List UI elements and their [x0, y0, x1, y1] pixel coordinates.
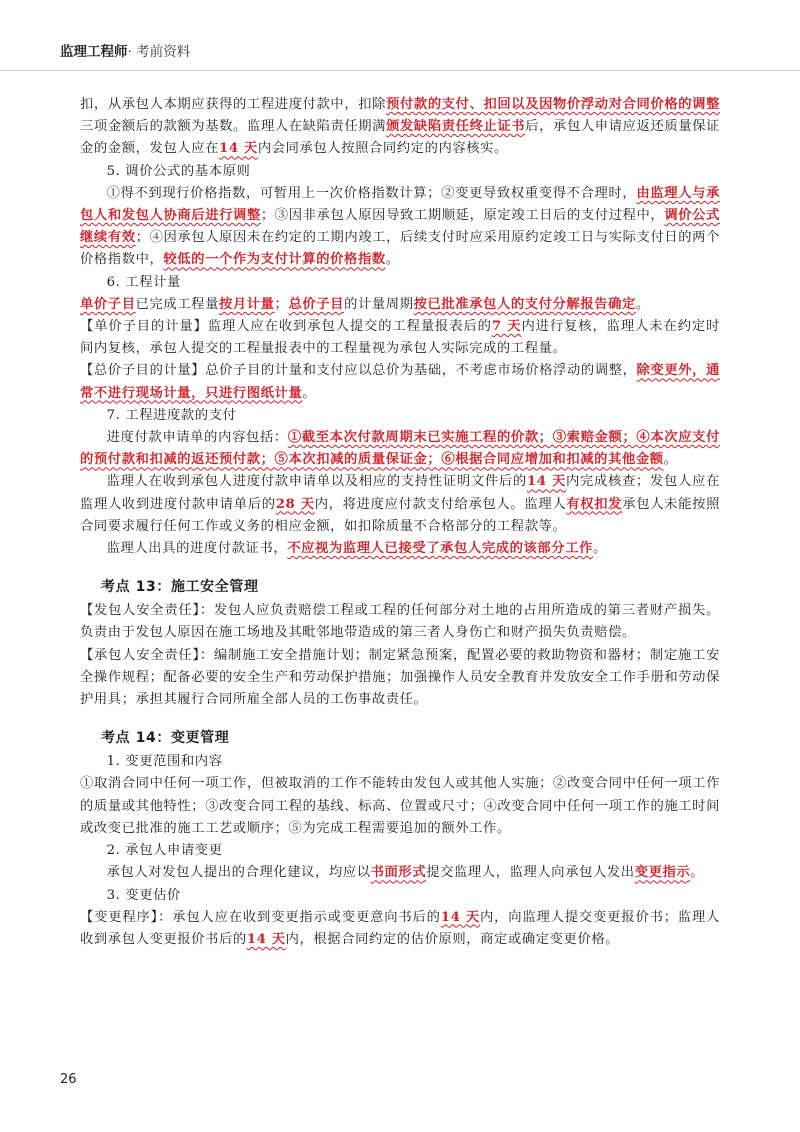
- highlight: 14 天: [440, 909, 481, 925]
- highlight: 14 天: [218, 141, 258, 157]
- highlight: 总价子目: [288, 296, 345, 312]
- header-title: 监理工程师: [60, 44, 128, 60]
- paragraph-unit-price-measurement: 【单价子目的计量】监理人应在收到承包人提交的工程量报表后的7 天内进行复核，监理人未在约定时间内复核，承包人提交的工程量报表中的工程量视为承包人实际完成的工程量。: [80, 319, 720, 357]
- paragraph-payment-application: 进度付款申请单的内容包括：①截至本次付款周期末已实施工程的价款；③索赔金额；④本次应支付的预付款和扣减的返还预付款；⑤本次扣减的质量保证金；⑥根据合同应增加和扣减的其他金额。: [80, 430, 720, 468]
- highlight: 7 天: [491, 319, 522, 335]
- highlight: 按月计量: [218, 296, 275, 312]
- section-heading-13: 考点 13：施工安全管理: [101, 579, 259, 596]
- subheading-change-scope: 1. 变更范围和内容: [106, 754, 223, 770]
- highlight: 由监理人与承包人和发包人协商后进行调整: [80, 185, 720, 224]
- highlight: 预付款的支付、扣回以及因物价浮动对合同价格的调整: [386, 97, 720, 112]
- highlight: 单价子目: [80, 296, 136, 312]
- running-header: [60, 40, 190, 60]
- section-heading-14: 考点 14：变更管理: [101, 730, 230, 747]
- highlight: 调价公式继续有效: [80, 208, 720, 246]
- subheading-measurement: 6. 工程计量: [106, 274, 181, 290]
- highlight: 较低的一个作为支付计算的价格指数: [163, 252, 386, 268]
- highlight: 14 天: [526, 474, 566, 490]
- header-subtitle: · 考前资料: [127, 44, 191, 60]
- highlight: 28 天: [275, 496, 315, 512]
- page-body: [80, 94, 720, 951]
- paragraph-quality-deposit: 扣，从承包人本期应获得的工程进度付款中，扣除预付款的支付、扣回以及因物价浮动对合同价格的调整三项金额后的款额为基数。监理人在缺陷责任期满颁发缺陷责任终止证书后，承包人申请应返还质量保证金的金额，发包人应在14 天内会同承包人按照合同约定的内容核实。: [80, 97, 721, 157]
- highlight: 除变更外，通常不进行现场计量，只进行图纸计量: [80, 363, 720, 401]
- paragraph-price-adjustment: ①得不到现行价格指数，可暂用上一次价格指数计算；②变更导致权重变得不合理时，由监理人与承包人和发包人协商后进行调整；③因非承包人原因导致工期顺延，原定竣工日后的支付过程中，调价公式继续有效；④因承包人原因未在约定的工期内竣工，后续支付时应采用原约定竣工日与实际支付日的两个价格指数中，较低的一个作为支付计算的价格指数。: [80, 185, 720, 268]
- subheading-progress-payment: 7. 工程进度款的支付: [106, 407, 237, 423]
- paragraph-contractor-safety: 【承包人安全责任】：编制施工安全措施计划；制定紧急预案，配置必要的救助物资和器材；制定施工安全操作规程；配备必要的安全生产和劳动保护措施；加强操作人员安全教育并发放安全工作手册和劳动保护用具；承担其履行合同所雇全部人员的工伤事故责任。: [80, 647, 720, 708]
- paragraph-payment-certificate: 监理人出具的进度付款证书，不应视为监理人已接受了承包人完成的该部分工作。: [106, 541, 607, 557]
- paragraph-contractor-change: 承包人对发包人提出的合理化建议，均应以书面形式提交监理人，监理人向承包人发出变更指示。: [106, 865, 705, 881]
- page-number: 26: [60, 1072, 77, 1087]
- subheading-price-adjustment: 5. 调价公式的基本原则: [106, 163, 251, 179]
- paragraph-measurement-period: 单价子目已完成工程量按月计量；总价子目的计量周期按已批准承包人的支付分解报告确定。: [80, 296, 650, 312]
- paragraph-employer-safety: 【发包人安全责任】：发包人应负责赔偿工程或工程的任何部分对土地的占用所造成的第三者财产损失。负责由于发包人原因在施工场地及其毗邻地带造成的第三者人身伤亡和财产损失负责赔偿。: [80, 603, 720, 641]
- subheading-contractor-change: 2. 承包人申请变更: [106, 843, 223, 859]
- highlight: 按已批准承包人的支付分解报告确定: [413, 296, 636, 312]
- highlight: 有权扣发: [566, 496, 623, 512]
- paragraph-change-scope: ①取消合同中任何一项工作，但被取消的工作不能转由发包人或其他人实施；②改变合同中任何一项工作的质量或其他特性；③改变合同工程的基线、标高、位置或尺寸；④改变合同中任何一项工作的施工时间或改变已批准的施工工艺或顺序；⑤为完成工程需要追加的额外工作。: [80, 776, 720, 836]
- header-divider: [0, 70, 800, 71]
- highlight: 不应视为监理人已接受了承包人完成的该部分工作: [287, 541, 593, 557]
- highlight: 14 天: [246, 931, 286, 947]
- paragraph-lump-sum-measurement: 【总价子目的计量】总价子目的计量和支付应以总价为基础，不考虑市场价格浮动的调整，除变更外，通常不进行现场计量，只进行图纸计量。: [80, 363, 720, 401]
- highlight: 颁发缺陷责任终止证书: [386, 119, 526, 135]
- highlight: 变更指示: [634, 865, 691, 881]
- subheading-change-valuation: 3. 变更估价: [106, 887, 181, 903]
- paragraph-change-procedure: 【变更程序】：承包人应在收到变更指示或变更意向书后的14 天内，向监理人提交变更报价书；监理人收到承包人变更报价书后的14 天内，根据合同约定的估价原则，商定或确定变更价格。: [80, 909, 720, 947]
- highlight: 书面形式: [370, 865, 427, 881]
- highlight: ①截至本次付款周期末已实施工程的价款；③索赔金额；④本次应支付的预付款和扣减的返还预付款；⑤本次扣减的质量保证金；⑥根据合同应增加和扣减的其他金额: [80, 430, 720, 468]
- paragraph-payment-review: 监理人在收到承包人进度付款申请单以及相应的支持性证明文件后的14 天内完成核查；发包人应在监理人收到进度付款申请单后的28 天内，将进度应付款支付给承包人。监理人有权扣发承包人未能按照合同要求履行任何工作或义务的相应金额，如扣除质量不合格部分的工程款等。: [80, 474, 720, 534]
